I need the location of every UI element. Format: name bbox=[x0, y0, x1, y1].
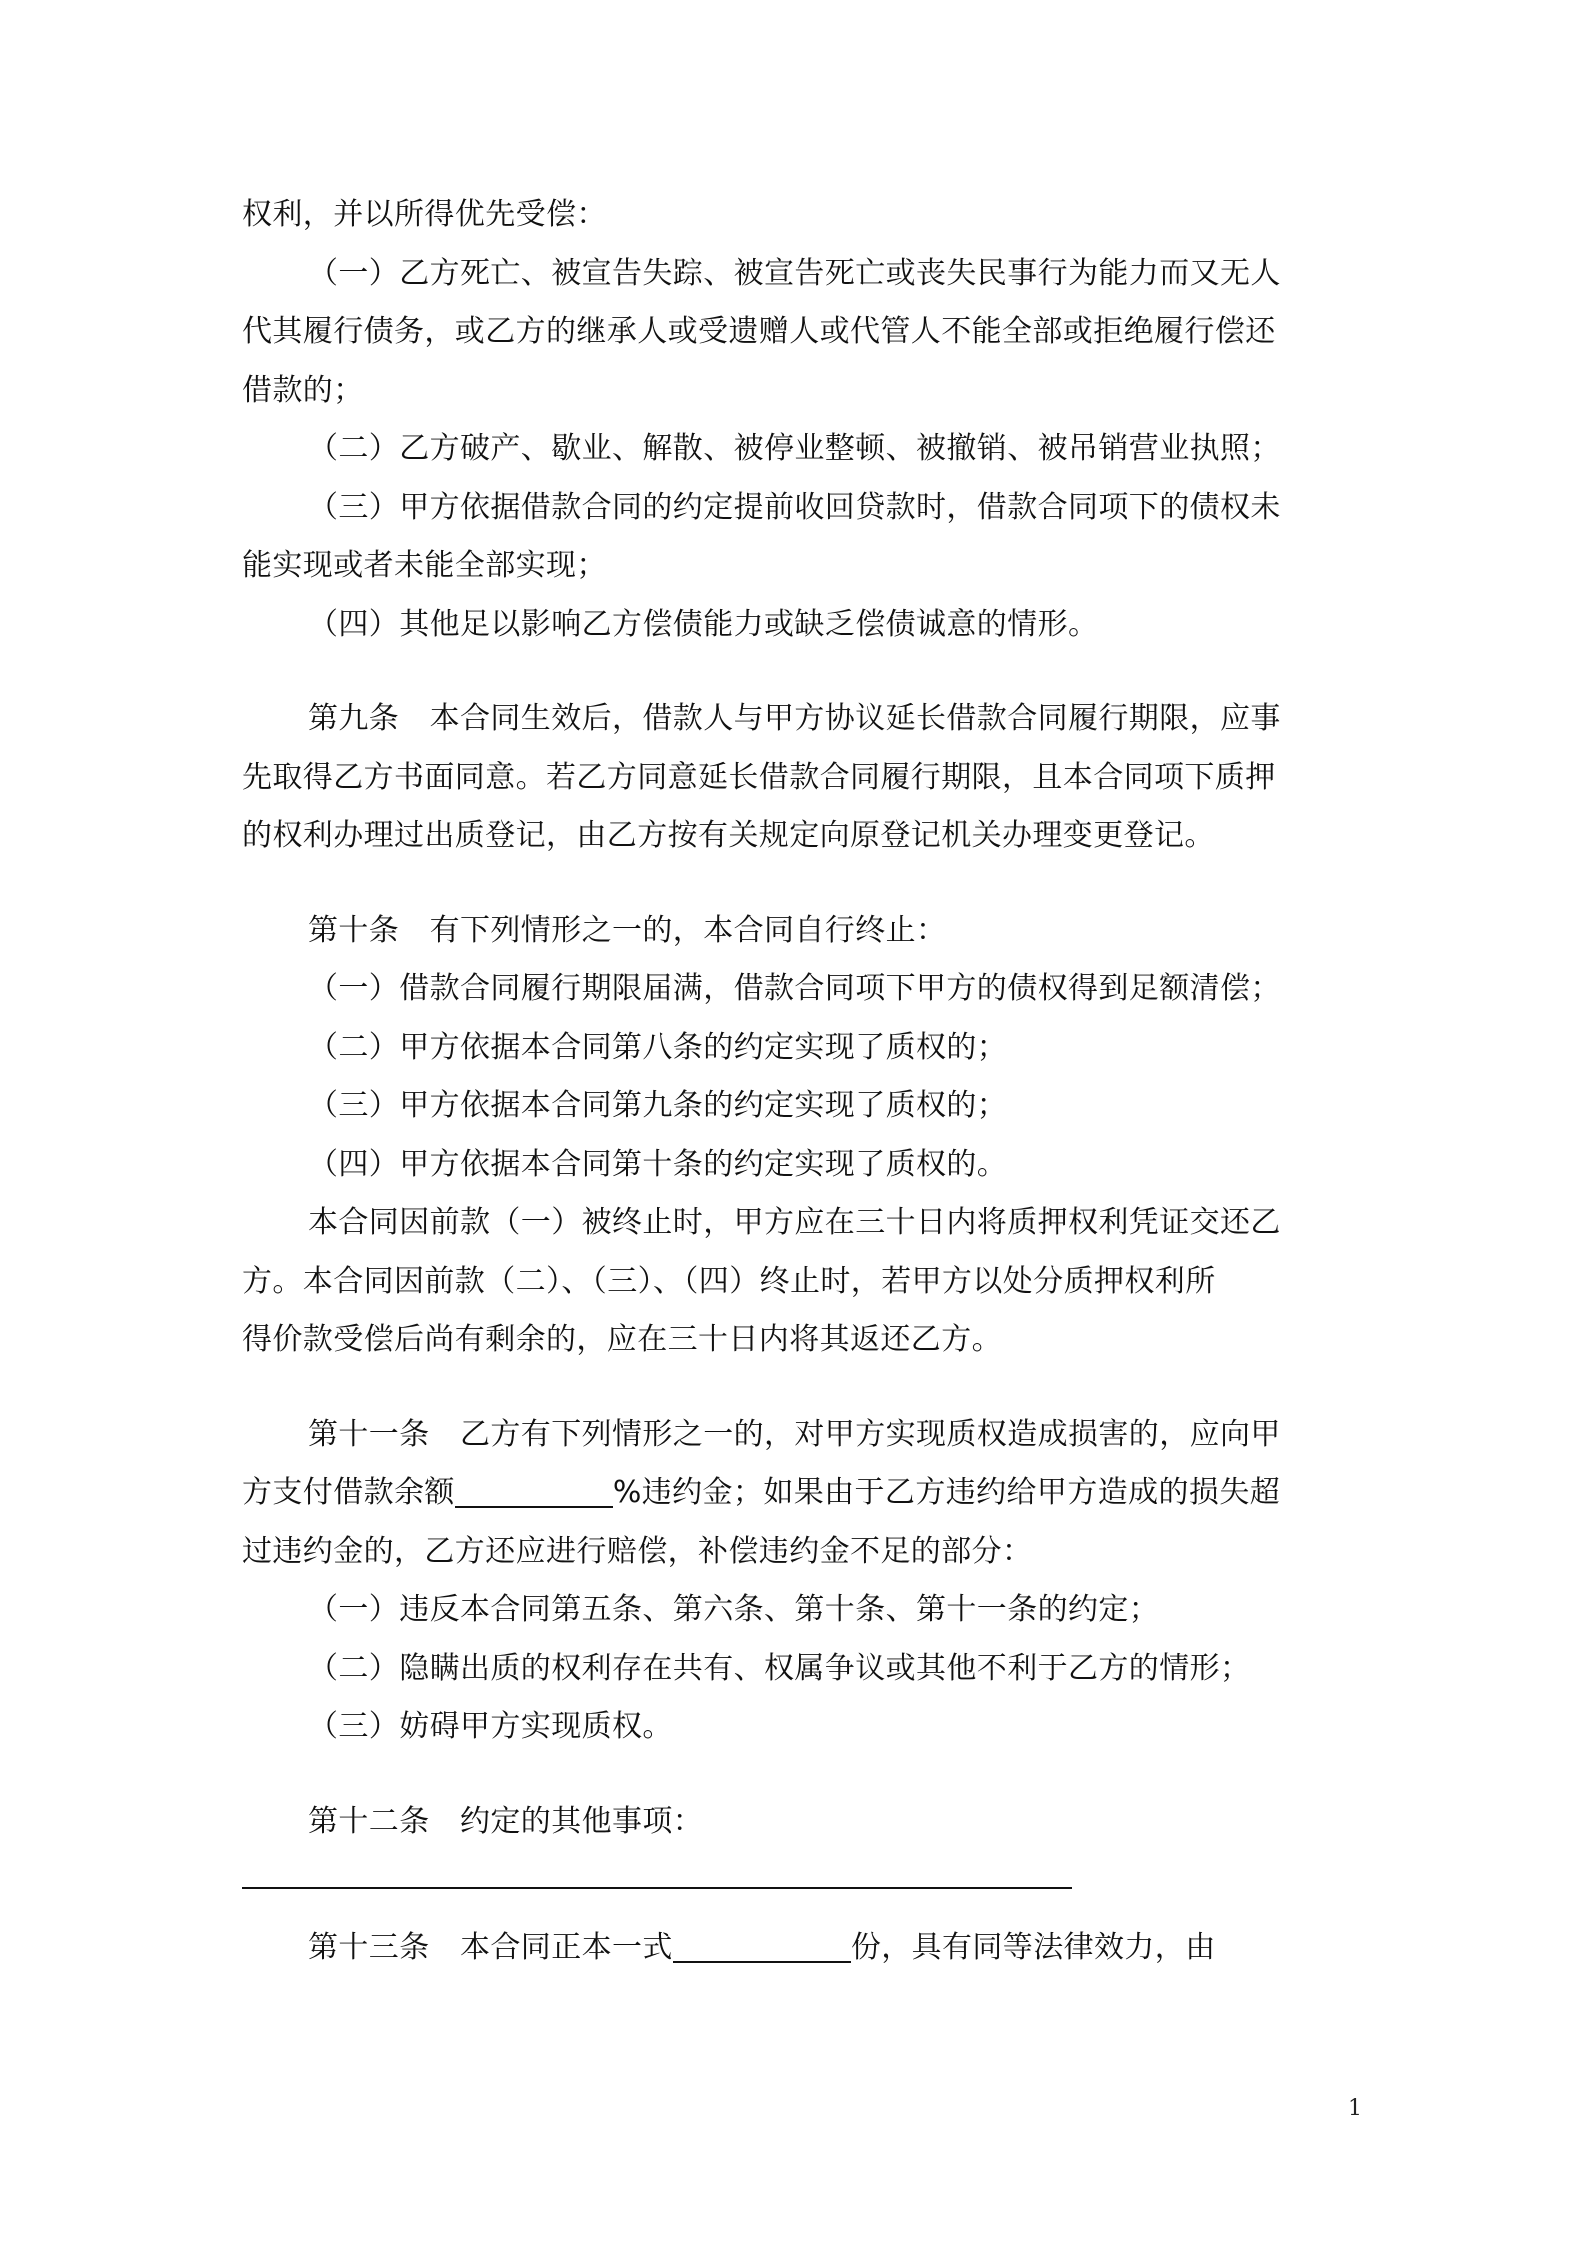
text-segment: 方支付借款余额 bbox=[242, 1475, 455, 1510]
clause-item-1: （一）乙方死亡、被宣告失踪、被宣告死亡或丧失民事行为能力而又无人 bbox=[308, 255, 1281, 291]
paragraph-gap bbox=[242, 1370, 1342, 1406]
clause-item-2: （二）甲方依据本合同第八条的约定实现了质权的； bbox=[308, 1029, 1008, 1065]
article-13-heading bbox=[242, 1919, 1342, 1978]
paragraph-gap bbox=[242, 1757, 1342, 1793]
text-line: 的权利办理过出质登记，由乙方按有关规定向原登记机关办理变更登记。 bbox=[242, 818, 1215, 853]
text-segment: 份，具有同等法律效力，由 bbox=[850, 1930, 1216, 1965]
text-line: 得价款受偿后尚有剩余的，应在三十日内将其返还乙方。 bbox=[242, 1322, 1002, 1357]
clause-item-1: （一）违反本合同第五条、第六条、第十条、第十一条的约定； bbox=[308, 1592, 1160, 1627]
text-line: 借款的； bbox=[242, 372, 364, 408]
page-number: 1 bbox=[1348, 2096, 1362, 2121]
text-line: 权利，并以所得优先受偿： bbox=[242, 197, 607, 232]
fill-in-blank-percentage bbox=[455, 1476, 613, 1508]
article-11-heading: 第十一条 乙方有下列情形之一的，对甲方实现质权造成损害的，应向甲 bbox=[308, 1416, 1281, 1452]
clause-item-4: （四）其他足以影响乙方偿债能力或缺乏偿债诚意的情形。 bbox=[308, 606, 1099, 642]
text-segment: %违约金；如果由于乙方违约给甲方造成的损失超 bbox=[612, 1475, 1281, 1510]
contract-body bbox=[242, 186, 1342, 1978]
clause-item-2: （二）乙方破产、歇业、解散、被停业整顿、被撤销、被吊销营业执照； bbox=[308, 431, 1281, 466]
clause-item-3: （三）甲方依据借款合同的约定提前收回贷款时，借款合同项下的债权未 bbox=[308, 489, 1281, 525]
clause-item-1: （一）借款合同履行期限届满，借款合同项下甲方的债权得到足额清偿； bbox=[308, 971, 1281, 1006]
clause-item-2: （二）隐瞒出质的权利存在共有、权属争议或其他不利于乙方的情形； bbox=[308, 1650, 1251, 1686]
text-line: 代其履行债务，或乙方的继承人或受遗赠人或代管人不能全部或拒绝履行偿还 bbox=[242, 314, 1276, 349]
paragraph-gap bbox=[242, 654, 1342, 690]
article-12-heading: 第十二条 约定的其他事项： bbox=[308, 1803, 704, 1839]
text-line: 本合同因前款（一）被终止时，甲方应在三十日内将质押权利凭证交还乙 bbox=[308, 1205, 1281, 1240]
paragraph-gap bbox=[242, 866, 1342, 902]
article-10-heading: 第十条 有下列情形之一的，本合同自行终止： bbox=[308, 912, 947, 948]
text-line bbox=[242, 1464, 1342, 1523]
fill-in-blank-other-matters bbox=[242, 1887, 1072, 1889]
article-9-heading: 第九条 本合同生效后，借款人与甲方协议延长借款合同履行期限，应事 bbox=[308, 701, 1281, 736]
fill-in-blank-copies bbox=[673, 1931, 851, 1963]
clause-item-3: （三）甲方依据本合同第九条的约定实现了质权的； bbox=[308, 1088, 1008, 1123]
text-line: 能实现或者未能全部实现； bbox=[242, 548, 607, 583]
text-line: 过违约金的，乙方还应进行赔偿，补偿违约金不足的部分： bbox=[242, 1533, 1033, 1569]
text-line: 方。本合同因前款（二）、（三）、（四）终止时，若甲方以处分质押权利所 bbox=[242, 1263, 1216, 1299]
clause-item-4: （四）甲方依据本合同第十条的约定实现了质权的。 bbox=[308, 1146, 1008, 1182]
text-line: 先取得乙方书面同意。若乙方同意延长借款合同履行期限，且本合同项下质押 bbox=[242, 759, 1276, 795]
text-segment: 第十三条 本合同正本一式 bbox=[308, 1930, 673, 1965]
clause-item-3: （三）妨碍甲方实现质权。 bbox=[308, 1709, 673, 1744]
